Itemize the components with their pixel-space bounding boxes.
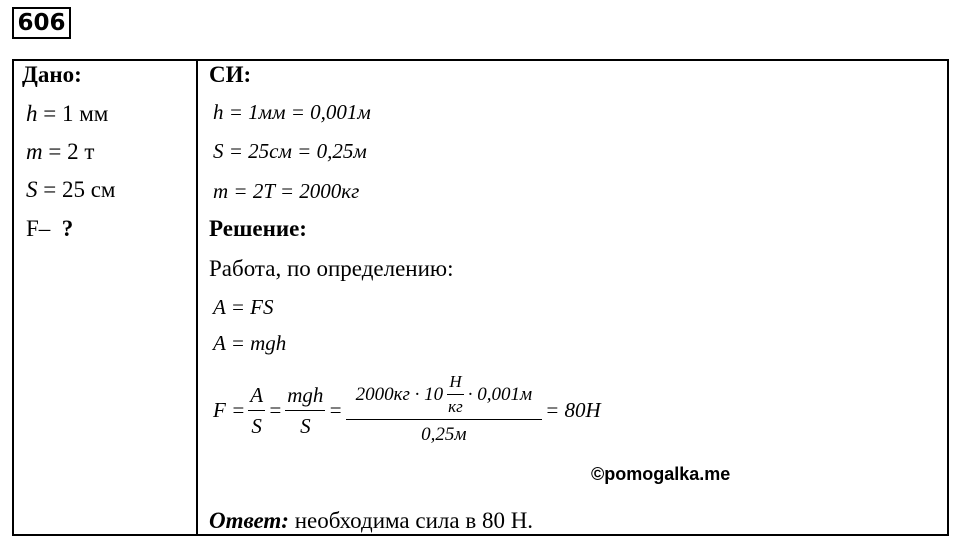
given-unknown-f: F– ? <box>26 216 74 241</box>
answer-text: необходима сила в 80 Н. <box>294 508 534 533</box>
formula-work-mgh: A = mgh <box>213 331 287 355</box>
solution-heading: Решение: <box>209 216 307 241</box>
answer-label: Ответ: <box>209 508 289 533</box>
watermark: ©pomogalka.me <box>591 464 731 484</box>
column-divider <box>196 59 198 536</box>
given-m: m = 2 т <box>26 139 95 164</box>
si-heading: СИ: <box>209 62 252 87</box>
given-h: h = 1 мм <box>26 101 109 126</box>
solution-table <box>12 59 949 536</box>
solution-intro: Работа, по определению: <box>209 256 454 281</box>
si-line-s: S = 25см = 0,25м <box>213 139 367 163</box>
given-heading: Дано: <box>22 62 82 87</box>
fraction-unit-h-per-kg: H кг <box>448 372 463 416</box>
si-line-m: m = 2T = 2000кг <box>213 179 360 203</box>
given-s: S = 25 см <box>26 177 116 202</box>
formula-work-fs: A = FS <box>213 295 274 319</box>
answer <box>209 508 533 534</box>
problem-number: 606 <box>12 7 71 39</box>
fraction-a-over-s: $\frac{A}{S}$ <box>250 382 264 438</box>
fraction-numeric: 2000кг · 10 H кг · 0,001м 0,25м <box>346 372 543 448</box>
si-line-h: h = 1мм = 0,001м <box>213 100 371 124</box>
final-force-formula: F = $\frac{A}{S}$ = mgh S = 2000кг · 10 H кг · 0,001м 0,25м = 80H <box>213 372 601 448</box>
fraction-mgh-over-s: mgh S <box>287 382 324 438</box>
